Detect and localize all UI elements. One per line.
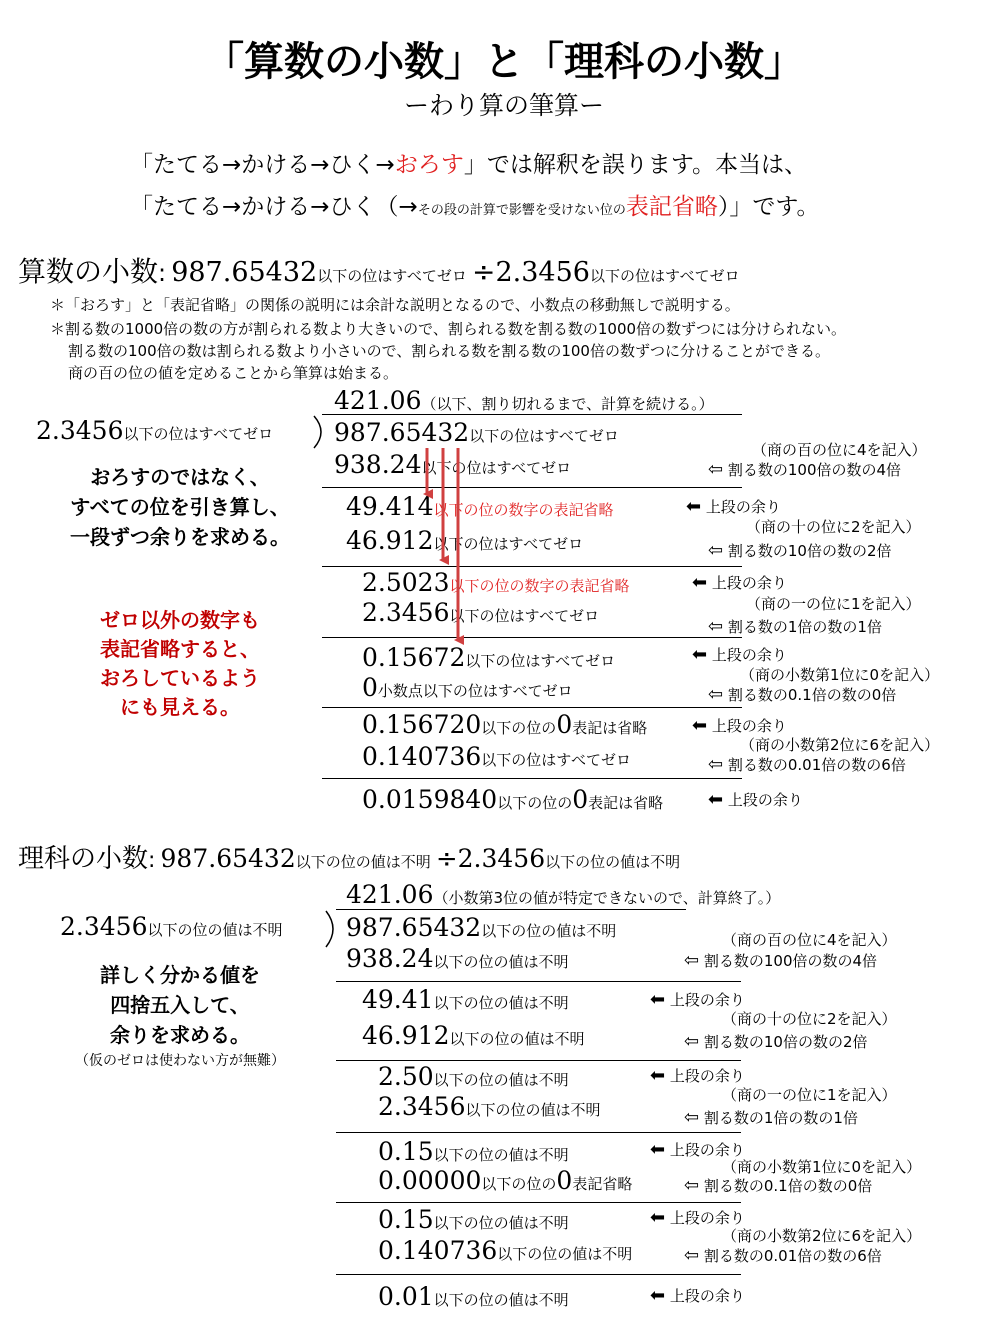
arith-ann-1-mult xyxy=(708,460,901,480)
arith-ann-3-paren: （商の一の位に1を記入） xyxy=(746,595,921,613)
arith-ann-mult: 割る数の10倍の数の2倍 xyxy=(727,542,892,560)
science-row-num: 2.3456 xyxy=(378,1092,466,1121)
science-colon: : xyxy=(148,848,156,873)
science-row-note: 以下の位の値は不明 xyxy=(433,1071,569,1089)
arith-quotient-note: （以下、割り切れるまで、計算を続ける。） xyxy=(421,395,714,413)
science-ann-mult: 割る数の0.01倍の数の6倍 xyxy=(703,1247,882,1265)
arith-row-note: 以下の位はすべてゼロ xyxy=(465,652,616,670)
science-ann-remain: 上段の余り xyxy=(669,1067,745,1085)
science-ann-3-mult xyxy=(684,1108,858,1128)
arith-row-9 xyxy=(362,710,647,739)
science-quotient-bar xyxy=(336,909,686,910)
intro-line1-b: 」では解釈を誤ります。本当は、 xyxy=(463,152,807,178)
science-row-1 xyxy=(346,913,616,942)
arith-left-divisor xyxy=(36,416,273,445)
science-row-note: 以下の位の値は不明 xyxy=(465,1101,601,1119)
science-left-divisor xyxy=(60,912,283,941)
science-ann-remain: 上段の余り xyxy=(669,1141,745,1159)
arith-quotient xyxy=(334,386,714,415)
arith-red-explain-line: ゼロ以外の数字も xyxy=(100,608,260,632)
page-subtitle: ーわり算の筆算ー xyxy=(403,91,604,120)
science-ann-5-mult xyxy=(684,1246,882,1266)
science-divisor-note: 以下の位の値は不明 xyxy=(545,853,681,871)
science-row-note: 以下の位の値は不明 xyxy=(449,1030,585,1048)
outline-arrow-icon: ⇦ xyxy=(708,684,724,705)
arith-row-note: 以下の位の数字の表記省略 xyxy=(433,501,614,519)
arith-red-explain-line: 表記省略すると、 xyxy=(100,637,260,661)
arith-note-3: 割る数の100倍の数は割られる数より小さいので、割られる数を割る数の100倍の数ずつに分けることができる。 xyxy=(68,342,830,360)
outline-arrow-icon: ⇦ xyxy=(684,1107,700,1128)
arith-ann-remain: 上段の余り xyxy=(727,791,803,809)
science-explain-line: 四捨五入して、 xyxy=(110,993,250,1017)
arith-red-explain-line: おろしているよう xyxy=(100,666,260,690)
arith-ann-remain: 上段の余り xyxy=(705,498,781,516)
science-row-6 xyxy=(378,1092,601,1121)
arith-row-note: 以下の位はすべてゼロ xyxy=(449,607,600,625)
arith-explain-line: おろすのではなく、 xyxy=(90,465,270,489)
arith-ann-mult: 割る数の1倍の数の1倍 xyxy=(727,618,882,636)
science-divisor: 2.3456 xyxy=(457,844,546,873)
arith-ann-2-remain xyxy=(686,497,781,517)
science-ann-2-remain xyxy=(650,990,745,1010)
science-ann-mult: 割る数の10倍の数の2倍 xyxy=(703,1033,868,1051)
science-ann-4-paren: （商の小数第1位に0を記入） xyxy=(722,1158,922,1176)
arith-row-num: 938.24 xyxy=(334,450,422,479)
solid-arrow-icon: ⬅ xyxy=(686,496,702,517)
science-row-3 xyxy=(362,985,569,1014)
arith-row-11 xyxy=(362,785,663,814)
science-heading-line xyxy=(18,838,680,875)
arith-row-num: 0.140736 xyxy=(362,742,482,771)
arith-divide-sign: ÷ xyxy=(472,255,496,288)
arith-explain xyxy=(50,462,310,552)
arith-row-num: 0.0159840 xyxy=(362,785,498,814)
science-explain-small: （仮のゼロは使わない方が無難） xyxy=(75,1053,285,1069)
arith-ann-4-mult xyxy=(708,685,896,705)
outline-arrow-icon: ⇦ xyxy=(684,1175,700,1196)
science-left-divisor-note: 以下の位の値は不明 xyxy=(147,921,283,939)
science-row-9 xyxy=(378,1205,569,1234)
science-row-note-b: 表記省略 xyxy=(572,1175,633,1193)
arith-row-num: 0.156720 xyxy=(362,710,482,739)
science-row-num: 987.65432 xyxy=(346,913,482,942)
solid-arrow-icon: ⬅ xyxy=(650,989,666,1010)
science-ann-3-remain xyxy=(650,1066,745,1086)
arith-explain-line: すべての位を引き算し、 xyxy=(70,495,290,519)
arith-row-8 xyxy=(362,673,573,702)
arith-red-explain-line: にも見える。 xyxy=(120,695,240,719)
science-rule-5 xyxy=(336,1274,741,1275)
science-row-note: 以下の位の値は不明 xyxy=(433,1146,569,1164)
science-quotient xyxy=(346,880,780,909)
science-rule-3 xyxy=(336,1132,741,1133)
intro-line-1 xyxy=(130,146,807,179)
arith-row-note-a: 以下の位の xyxy=(481,719,557,737)
science-rule-2 xyxy=(336,1060,741,1061)
outline-arrow-icon: ⇦ xyxy=(708,540,724,561)
arith-row-note: 以下の位の数字の表記省略 xyxy=(449,577,630,595)
science-ann-2-mult xyxy=(684,1032,868,1052)
science-rule-4 xyxy=(336,1202,741,1203)
arith-dividend: 987.65432 xyxy=(171,257,318,288)
solid-arrow-icon: ⬅ xyxy=(650,1207,666,1228)
arith-row-num: 2.5023 xyxy=(362,568,450,597)
arith-rule-4 xyxy=(322,707,742,708)
solid-arrow-icon: ⬅ xyxy=(650,1139,666,1160)
arith-row-10 xyxy=(362,742,631,771)
arith-left-divisor-note: 以下の位はすべてゼロ xyxy=(123,425,274,443)
arith-row-num: 0 xyxy=(362,673,378,702)
science-row-note: 以下の位の値は不明 xyxy=(433,953,569,971)
arith-ann-remain: 上段の余り xyxy=(711,717,787,735)
arith-ann-3-remain xyxy=(692,573,787,593)
arith-note-4: 商の百の位の値を定めることから筆算は始まる。 xyxy=(68,364,399,382)
arith-row-6 xyxy=(362,598,599,627)
solid-arrow-icon: ⬅ xyxy=(692,572,708,593)
science-row-zero: 0 xyxy=(556,1166,573,1195)
arith-row-note-b: 表記は省略 xyxy=(572,719,648,737)
solid-arrow-icon: ⬅ xyxy=(650,1285,666,1306)
intro-line1-red: おろす xyxy=(394,152,464,178)
science-row-note: 以下の位の値は不明 xyxy=(433,1291,569,1309)
science-row-note: 以下の位の値は不明 xyxy=(433,994,569,1012)
outline-arrow-icon: ⇦ xyxy=(684,1245,700,1266)
outline-arrow-icon: ⇦ xyxy=(708,754,724,775)
arith-row-num: 49.414 xyxy=(346,492,434,521)
arith-row-note: 小数点以下の位はすべてゼロ xyxy=(377,682,573,700)
arith-rule-3 xyxy=(322,637,742,638)
science-row-num: 938.24 xyxy=(346,944,434,973)
science-row-8 xyxy=(378,1166,632,1195)
science-division-bracket xyxy=(322,909,342,949)
science-ann-mult: 割る数の100倍の数の4倍 xyxy=(703,952,878,970)
science-heading: 理科の小数 xyxy=(18,844,149,874)
arith-row-num: 46.912 xyxy=(346,526,434,555)
arith-row-note: 以下の位はすべてゼロ xyxy=(433,535,584,553)
solid-arrow-icon: ⬅ xyxy=(692,715,708,736)
arith-heading-line xyxy=(18,250,740,290)
arith-ann-5-remain xyxy=(692,716,787,736)
science-ann-4-mult xyxy=(684,1176,872,1196)
intro-line2-a: 「たてる→かける→ひく（→ xyxy=(130,194,418,220)
arith-row-note: 以下の位はすべてゼロ xyxy=(421,459,572,477)
arith-row-5 xyxy=(362,568,630,597)
arith-explain-line: 一段ずつ余りを求める。 xyxy=(70,525,290,549)
science-row-num: 0.00000 xyxy=(378,1166,482,1195)
arith-divisor-note: 以下の位はすべてゼロ xyxy=(589,267,740,285)
science-row-note: 以下の位の値は不明 xyxy=(433,1214,569,1232)
science-row-11 xyxy=(378,1282,569,1311)
science-ann-5-paren: （商の小数第2位に6を記入） xyxy=(722,1227,922,1245)
arith-row-note-a: 以下の位の xyxy=(497,794,573,812)
page-title: 「算数の小数」と「理科の小数」 xyxy=(204,39,804,85)
science-ann-3-paren: （商の一の位に1を記入） xyxy=(722,1086,897,1104)
arith-row-1 xyxy=(334,418,619,447)
arith-ann-mult: 割る数の0.1倍の数の0倍 xyxy=(727,686,897,704)
science-row-note: 以下の位の値は不明 xyxy=(497,1245,633,1263)
science-row-num: 0.15 xyxy=(378,1205,434,1234)
intro-line2-b: ）」です。 xyxy=(717,194,820,220)
arith-row-note-b: 表記は省略 xyxy=(588,794,664,812)
science-divide-sign: ÷ xyxy=(435,844,458,874)
arith-rule-1 xyxy=(322,487,742,488)
arith-row-num: 0.15672 xyxy=(362,643,466,672)
intro-line-2 xyxy=(130,188,820,221)
intro-line2-small: その段の計算で影響を受けない位の xyxy=(417,203,626,218)
science-ann-6-remain xyxy=(650,1286,745,1306)
science-explain-line: 余りを求める。 xyxy=(110,1023,250,1047)
science-ann-remain: 上段の余り xyxy=(669,1287,745,1305)
science-row-num: 2.50 xyxy=(378,1062,434,1091)
science-dividend-note: 以下の位の値は不明 xyxy=(295,853,431,871)
arith-ann-remain: 上段の余り xyxy=(711,574,787,592)
science-row-num: 0.15 xyxy=(378,1137,434,1166)
arith-row-zero: 0 xyxy=(572,785,589,814)
outline-arrow-icon: ⇦ xyxy=(684,1031,700,1052)
arith-ann-5-mult xyxy=(708,755,906,775)
arith-row-note: 以下の位はすべてゼロ xyxy=(469,427,619,445)
science-row-5 xyxy=(378,1062,569,1091)
arith-dividend-note: 以下の位はすべてゼロ xyxy=(317,267,467,285)
science-row-num: 46.912 xyxy=(362,1021,450,1050)
outline-arrow-icon: ⇦ xyxy=(708,616,724,637)
arith-row-num: 987.65432 xyxy=(334,418,470,447)
arith-red-explain xyxy=(50,606,310,722)
arith-red-arrows xyxy=(410,440,470,655)
arith-note-1: ＊「おろす」と「表記省略」の関係の説明には余計な説明となるので、小数点の移動無しで説明する。 xyxy=(50,296,740,314)
science-quotient-value: 421.06 xyxy=(346,880,434,909)
arith-ann-1-paren: （商の百の位に4を記入） xyxy=(752,441,927,459)
science-row-note-a: 以下の位の xyxy=(481,1175,557,1193)
arith-row-note: 以下の位はすべてゼロ xyxy=(481,751,631,769)
science-row-7 xyxy=(378,1137,569,1166)
outline-arrow-icon: ⇦ xyxy=(684,950,700,971)
arith-quotient-bar xyxy=(322,414,742,415)
science-explain-line: 詳しく分かる値を xyxy=(100,963,260,987)
science-left-divisor-value: 2.3456 xyxy=(60,912,148,941)
arith-row-zero: 0 xyxy=(556,710,573,739)
science-row-num: 49.41 xyxy=(362,985,434,1014)
science-ann-2-paren: （商の十の位に2を記入） xyxy=(722,1010,897,1028)
arith-row-num: 2.3456 xyxy=(362,598,450,627)
science-row-num: 0.01 xyxy=(378,1282,434,1311)
intro-line1-a: 「たてる→かける→ひく→ xyxy=(130,152,395,178)
arith-row-7 xyxy=(362,643,615,672)
arith-ann-4-remain xyxy=(692,645,787,665)
arith-row-3 xyxy=(346,492,614,521)
science-row-num: 0.140736 xyxy=(378,1236,498,1265)
intro-line2-red: 表記省略 xyxy=(625,194,718,220)
science-ann-5-remain xyxy=(650,1208,745,1228)
arith-heading: 算数の小数 xyxy=(18,255,159,288)
arith-ann-2-mult xyxy=(708,541,892,561)
arith-ann-remain: 上段の余り xyxy=(711,646,787,664)
arith-ann-mult: 割る数の0.01倍の数の6倍 xyxy=(727,756,906,774)
arith-rule-5 xyxy=(322,778,742,779)
outline-arrow-icon: ⇦ xyxy=(708,459,724,480)
arith-division-bracket xyxy=(310,414,330,450)
arith-divisor: 2.3456 xyxy=(495,257,590,288)
science-rule-1 xyxy=(336,981,741,982)
arith-ann-6-remain xyxy=(708,790,803,810)
arith-colon: : xyxy=(158,259,167,287)
arith-left-divisor-value: 2.3456 xyxy=(36,416,124,445)
arith-note-2: ＊割る数の1000倍の数の方が割られる数より大きいので、割られる数を割る数の1000倍の数ずつには分けられない。 xyxy=(50,320,847,338)
solid-arrow-icon: ⬅ xyxy=(692,644,708,665)
science-row-4 xyxy=(362,1021,585,1050)
arith-ann-mult: 割る数の100倍の数の4倍 xyxy=(727,461,902,479)
science-row-2 xyxy=(346,944,569,973)
science-ann-remain: 上段の余り xyxy=(669,1209,745,1227)
science-ann-1-paren: （商の百の位に4を記入） xyxy=(722,931,897,949)
arith-rule-2 xyxy=(322,566,742,567)
science-row-note: 以下の位の値は不明 xyxy=(481,922,617,940)
solid-arrow-icon: ⬅ xyxy=(650,1065,666,1086)
arith-quotient-value: 421.06 xyxy=(334,386,422,415)
science-ann-mult: 割る数の0.1倍の数の0倍 xyxy=(703,1177,873,1195)
science-row-10 xyxy=(378,1236,632,1265)
science-explain xyxy=(50,960,310,1050)
arith-ann-4-paren: （商の小数第1位に0を記入） xyxy=(740,666,940,684)
science-ann-remain: 上段の余り xyxy=(669,991,745,1009)
science-ann-mult: 割る数の1倍の数の1倍 xyxy=(703,1109,858,1127)
arith-ann-5-paren: （商の小数第2位に6を記入） xyxy=(740,736,940,754)
arith-ann-3-mult xyxy=(708,617,882,637)
arith-ann-2-paren: （商の十の位に2を記入） xyxy=(746,518,921,536)
solid-arrow-icon: ⬅ xyxy=(708,789,724,810)
science-dividend: 987.65432 xyxy=(160,844,296,873)
science-ann-1-mult xyxy=(684,951,877,971)
science-quotient-note: （小数第3位の値が特定できないので、計算終了。） xyxy=(433,889,781,907)
